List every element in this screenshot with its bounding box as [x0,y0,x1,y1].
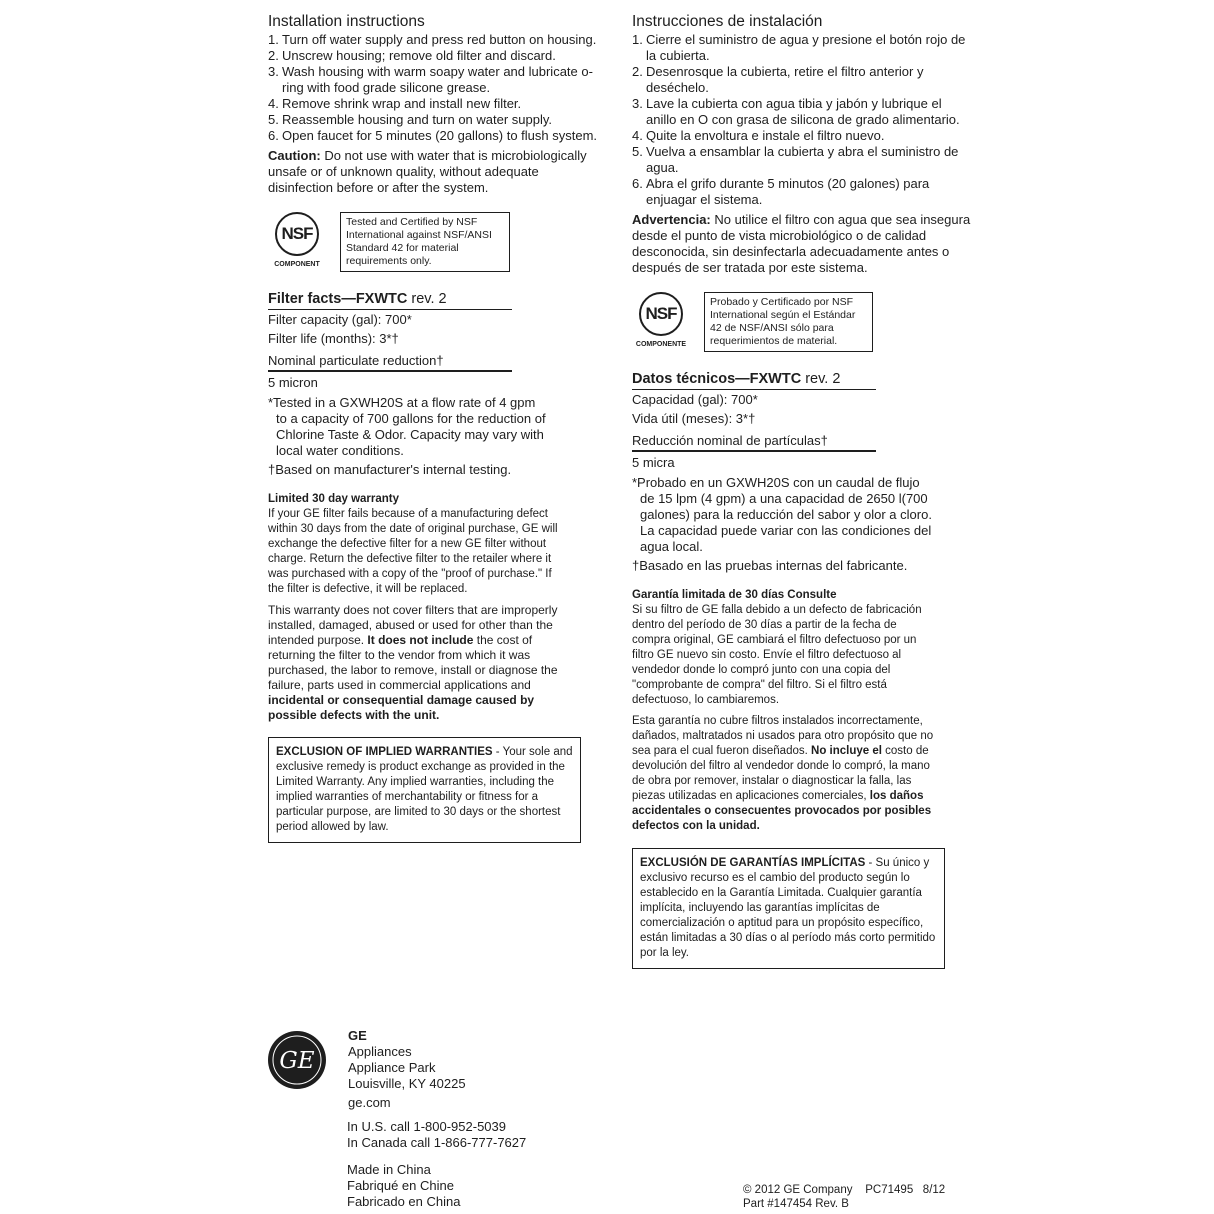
list-item: 4. Quite la envoltura e instale el filtro nuevo. [632,128,885,143]
list-item: 2. Unscrew housing; remove old filter and discard. [268,48,556,63]
warranty-text: If your GE filter fails because of a manufacturing defect within 30 days from the date of original purchase, GE will exchange the defective filter for a new GE filter without charge. Return the defective filter to the retailer where it was purchased with a copy of the "proof of purchase." If the filter is defective, it will be replaced. [268,508,558,595]
list-item: 5. Vuelva a ensamblar la cubierta y abra el suministro de agua. [632,144,959,175]
nsf-icon: NSF [639,292,683,336]
made-in-spanish: Fabricado en China [347,1194,461,1209]
warranty-exclusions: Esta garantía no cubre filtros instalados incorrectamente, dañados, maltratados ni usados para otro propósito que no sea para el cual fueron diseñados. No incluye el costo de devolución del filtro al vendedor donde lo compró, la mano de obra por remover, instalar o diagnosticar la falla, las piezas utilizadas en aplicaciones comerciales, los daños accidentales o consecuentes provocados por posibles defectos con la unidad. [632,715,934,832]
part-number: Part #147454 Rev. B [743,1198,849,1210]
warranty-text: Si su filtro de GE falla debido a un defecto de fabricación dentro del período de 30 días a partir de la fecha de compra original, GE cambiará el filtro defectuoso por un filtro GE nuevo sin costo. Envíe el filtro defectuoso al vendedor donde lo compró junto con una copia del "comprobante de compra" del filtro. Si el filtro está defectuoso, lo cambiaremos. [632,604,922,706]
warranty-exclusions: This warranty does not cover filters that are improperly installed, damaged, abused or used for other than the intended purpose. It does not include the cost of returning the filter to the vendor from which it was purchased, the labor to remove, install or diagnose the failure, parts used in commercial applications and incidental or consequential damage caused by possible defects with the unit. [268,603,558,722]
filter-life: Vida útil (meses): 3*† [632,411,756,426]
filter-facts-title: Filter facts—FXWTC rev. 2 [268,290,512,310]
copyright-line: © 2012 GE Company PC71495 8/12 [743,1184,946,1196]
installation-steps [632,32,972,208]
nsf-statement-box: Tested and Certified by NSF International against NSF/ANSI Standard 42 for material requirements only. [340,212,510,272]
nsf-certification [268,212,598,272]
micron-value: 5 micra [632,455,675,470]
installation-title: Instrucciones de instalación [632,13,823,30]
implied-warranties-box: EXCLUSION OF IMPLIED WARRANTIES - Your sole and exclusive remedy is product exchange as provided in the Limited Warranty. Any implied warranties, including the implied warranties of merchantability or fitness for a particular purpose, are limited to 30 days or the shortest period allowed by law. [268,737,581,843]
address-city: Louisville, KY 40225 [348,1076,466,1091]
list-item: 6. Abra el grifo durante 5 minutos (20 galones) para enjuagar el sistema. [632,176,930,207]
list-item: 1. Cierre el suministro de agua y presione el botón rojo de la cubierta. [632,32,966,63]
nsf-logo [632,292,690,350]
installation-steps [268,32,598,144]
nsf-caption: COMPONENTE [635,341,687,348]
spanish-column [632,12,972,969]
nsf-statement-box: Probado y Certificado por NSF International según el Estándar 42 de NSF/ANSI sólo para requerimientos de material. [704,292,873,352]
company-address [348,1028,588,1111]
list-item: 3. Wash housing with warm soapy water and lubricate o-ring with food grade silicone grease. [268,64,593,95]
caution-paragraph: Caution: Do not use with water that is microbiologically unsafe or of unknown quality, without adequate disinfection before or after the system. [268,148,587,195]
limited-warranty [632,588,932,708]
reduction-heading: Nominal particulate reduction† [268,351,512,372]
ge-monogram-icon [267,1030,327,1090]
warranty-title: Limited 30 day warranty [268,493,400,505]
nsf-icon: NSF [275,212,319,256]
micron-value: 5 micron [268,375,318,390]
list-item: 1. Turn off water supply and press red button on housing. [268,32,597,47]
list-item: 5. Reassemble housing and turn on water supply. [268,112,553,127]
address-park: Appliance Park [348,1060,436,1075]
filter-facts-title: Datos técnicos—FXWTC rev. 2 [632,370,876,390]
made-in-french: Fabriqué en Chine [347,1178,454,1193]
limited-warranty [268,492,570,597]
ge-logo-text: GE [279,1048,315,1074]
company-name: GE [348,1028,367,1043]
filter-life: Filter life (months): 3*† [268,331,399,346]
warranty-title: Garantía limitada de 30 días Consulte [632,589,837,601]
made-in-english: Made in China [347,1162,431,1177]
tested-note: *Tested in a GXWH20S at a flow rate of 4 gpm to a capacity of 700 gallons for the reduction of Chlorine Taste & Odor. Capacity may vary with local water conditions. [268,395,546,458]
list-item: 6. Open faucet for 5 minutes (20 gallons) to flush system. [268,128,598,143]
list-item: 4. Remove shrink wrap and install new filter. [268,96,522,111]
company-division: Appliances [348,1044,412,1059]
based-note: †Based on manufacturer's internal testing. [268,462,512,477]
filter-capacity: Filter capacity (gal): 700* [268,312,412,327]
installation-title: Installation instructions [268,13,425,30]
origin-statement [347,1162,607,1210]
nsf-logo [268,212,326,270]
list-item: 2. Desenrosque la cubierta, retire el filtro anterior y deséchelo. [632,64,924,95]
english-column [268,12,598,843]
caution-paragraph: Advertencia: No utilice el filtro con agua que sea insegura desde el punto de vista microbiológico o de calidad desconocida, sin desinfectarla adecuadamente antes o después de ser tratada por este sistema. [632,212,971,275]
filter-capacity: Capacidad (gal): 700* [632,392,758,407]
nsf-caption: COMPONENT [274,261,320,268]
tested-note: *Probado en un GXWH20S con un caudal de flujo de 15 lpm (4 gpm) a una capacidad de 2650 l(700 galones) para la reducción del sabor y olor a cloro. La capacidad puede variar con las condiciones del agua local. [632,475,932,554]
website-link[interactable]: ge.com [348,1095,391,1110]
based-note: †Basado en las pruebas internas del fabricante. [632,558,908,573]
us-phone: In U.S. call 1-800-952-5039 [347,1119,506,1134]
reduction-heading: Reducción nominal de partículas† [632,431,876,452]
canada-phone: In Canada call 1-866-777-7627 [347,1135,527,1150]
list-item: 3. Lave la cubierta con agua tibia y jabón y lubrique el anillo en O con grasa de silicona de grado alimentario. [632,96,960,127]
copyright-block [743,1183,945,1211]
nsf-certification [632,292,972,352]
implied-warranties-box: EXCLUSIÓN DE GARANTÍAS IMPLÍCITAS - Su único y exclusivo recurso es el cambio del producto según lo establecido en la Garantía Limitada. Cualquier garantía implícita, incluyendo las garantías implícitas de comercialización o aptitud para un propósito específico, están limitadas a 30 días o al período más corto permitido por la ley. [632,848,945,969]
phone-numbers [347,1119,607,1151]
